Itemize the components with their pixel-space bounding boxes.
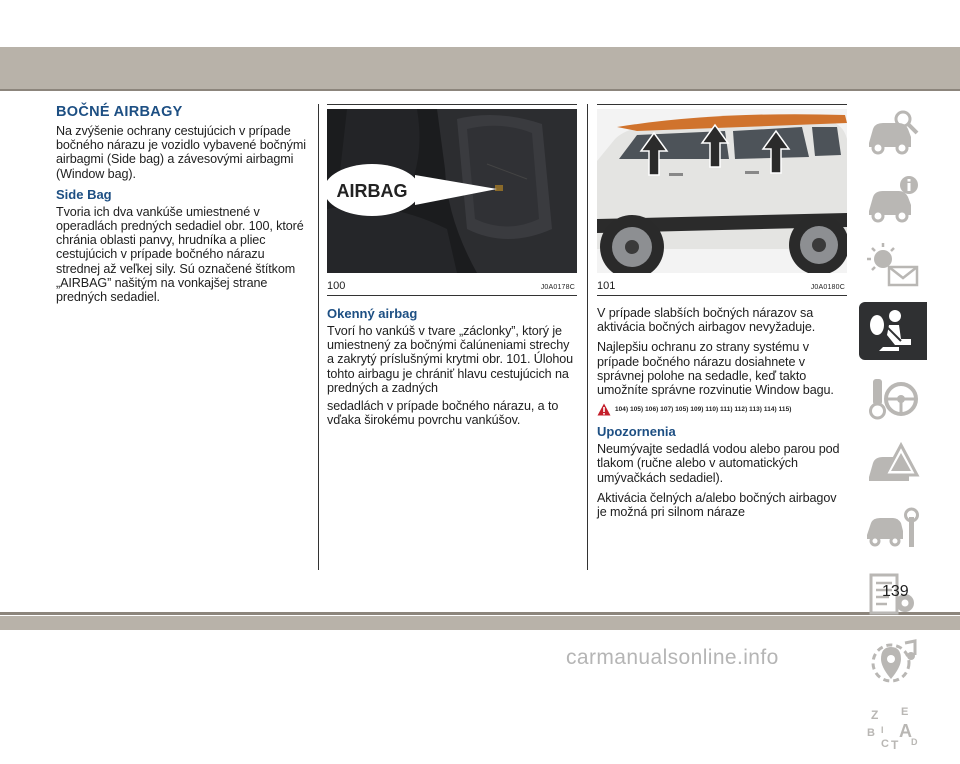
notes-heading: Upozornenia <box>597 424 676 440</box>
header-band-line <box>0 89 960 91</box>
column-divider-1 <box>318 104 319 570</box>
figure-number: 100 <box>327 280 346 292</box>
chapter-tab-car-info[interactable] <box>859 170 927 228</box>
chapter-tab-emergency[interactable] <box>859 434 927 492</box>
svg-text:T: T <box>891 738 899 751</box>
svg-text:I: I <box>881 725 884 735</box>
sidebag-heading: Side Bag <box>56 186 112 202</box>
column-3 <box>597 104 849 525</box>
chapter-tab-maintenance[interactable] <box>859 500 927 558</box>
key-steering-wheel-icon <box>865 373 921 421</box>
footer-band <box>0 616 960 630</box>
best-protection-paragraph: Najlepšiu ochranu zo strany systému v prípade bočného nárazu dosiahnete v správnej polohe na sedadle, keď takto umožníte správne rozvinutie Window bagu. <box>597 340 834 398</box>
alphabet-index-icon <box>865 703 921 751</box>
window-airbag-heading: Okenný airbag <box>327 306 418 321</box>
sidebag-paragraph: Tvoria ich dva vankúše umiestnené v operadlách predných sedadiel obr. 100, ktoré chránia oblasti panvy, hrudníka a pliec cestujúcich v prípade bočného nárazu strednej až veľkej sily. Sú označené štítkom „AIRBAG” našitým na vonkajšej strane predných sedadiel. <box>56 204 304 305</box>
column-divider-2 <box>587 104 588 570</box>
chapter-tab-starting-driving[interactable] <box>859 368 927 426</box>
car-warning-triangle-icon <box>865 439 921 487</box>
section-title: BOČNÉ AIRBAGY <box>56 104 183 120</box>
svg-text:D: D <box>911 737 918 747</box>
chapter-tab-multimedia[interactable] <box>859 632 927 690</box>
warning-ref-list: 104) 105) 106) 107) 105) 109) 110) 111) 112) 113) 114) 115) <box>615 406 792 414</box>
svg-text:Z: Z <box>871 708 879 722</box>
svg-text:A: A <box>899 721 912 741</box>
svg-text:B: B <box>867 727 875 739</box>
column-1 <box>56 104 308 310</box>
figure-code: J0A0178C <box>540 284 575 291</box>
figure-number: 101 <box>597 280 616 292</box>
warning-triangle-icon <box>597 403 611 416</box>
window-paragraph-1: Tvorí ho vankúš v tvare „záclonky”, ktorý je umiestnený za bočnými čalúneniami strechy a zakrytý príslušnými krytmi obr. 101. Úlohou tohto airbagu je chrániť hlavu cestujúcich na predných a zadných <box>327 324 574 395</box>
airbag-label-text: AIRBAG <box>336 181 408 201</box>
watermark: carmanualsonline.info <box>566 646 779 669</box>
chapter-tab-index[interactable] <box>859 698 927 756</box>
chapter-tab-car-search[interactable] <box>859 104 927 162</box>
svg-text:C: C <box>881 738 889 750</box>
chapter-tab-lights-messages[interactable] <box>859 236 927 294</box>
car-magnifier-icon <box>865 109 921 157</box>
page-number: 139 <box>882 583 909 600</box>
warning-light-envelope-icon <box>865 241 921 289</box>
window-paragraph-2: sedadlách v prípade bočného nárazu, a to vďaka širokému povrchu vankúšov. <box>327 399 559 428</box>
car-info-icon <box>865 175 921 223</box>
figure-101-caption <box>597 277 847 296</box>
figure-code: J0A0180C <box>810 284 845 291</box>
figure-100 <box>327 104 577 296</box>
car-wrench-icon <box>865 505 921 553</box>
chapter-tab-safety[interactable] <box>859 302 927 360</box>
seated-airbag-icon <box>865 307 921 355</box>
vehicle-side-photo <box>597 109 847 273</box>
weak-impact-paragraph: V prípade slabších bočných nárazov sa aktivácia bočných airbagov nevyžaduje. <box>597 306 816 335</box>
svg-text:E: E <box>901 706 909 718</box>
intro-paragraph: Na zvýšenie ochrany cestujúcich v prípade bočného nárazu je vozidlo vybavené bočnými airbagmi (Side bag) a závesovými airbagmi (Window bag). <box>56 124 306 181</box>
notes-paragraph-2: Aktivácia čelných a/alebo bočných airbagov je možná pri silnom náraze <box>597 490 837 520</box>
column-2 <box>327 104 577 433</box>
notes-paragraph-1: Neumývajte sedadlá vodou alebo parou pod tlakom (ručne alebo v automatických umývačkách sedadiel). <box>597 442 840 485</box>
footer-band-line <box>0 612 960 615</box>
header-band <box>0 47 960 89</box>
warning-references <box>597 403 849 416</box>
figure-101 <box>597 104 847 296</box>
figure-100-caption <box>327 277 577 296</box>
chapter-sidebar <box>859 104 927 764</box>
seat-airbag-photo <box>327 109 577 273</box>
